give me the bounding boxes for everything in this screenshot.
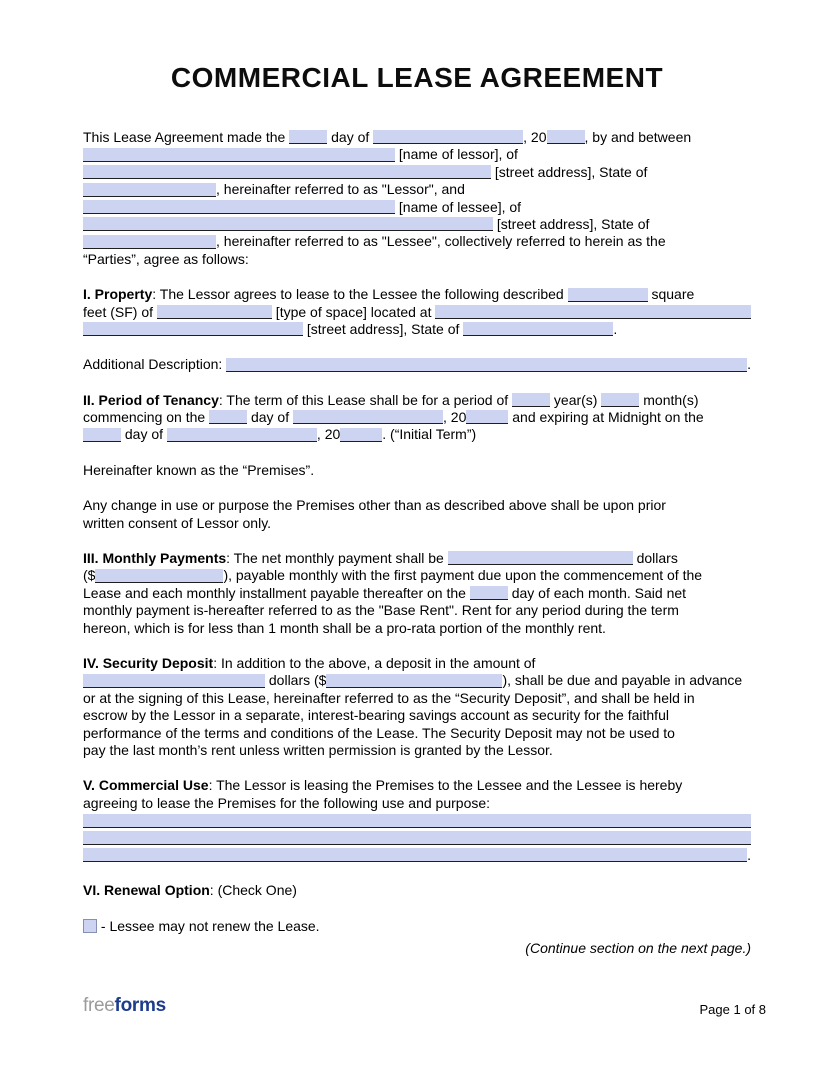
section-heading: II. Period of Tenancy xyxy=(83,391,219,408)
text-line xyxy=(83,620,751,637)
static-text: day of xyxy=(121,426,167,443)
field-use-purpose-line-3[interactable] xyxy=(83,848,747,862)
static-text: month(s) xyxy=(639,391,699,408)
text-line xyxy=(83,882,751,899)
text-line xyxy=(83,672,751,689)
static-text: . xyxy=(747,356,751,373)
text-line xyxy=(83,392,751,409)
static-text: [type of space] located at xyxy=(271,303,436,320)
static-text: : (Check One) xyxy=(209,882,297,899)
static-text: year(s) xyxy=(550,391,602,408)
text-line xyxy=(83,181,751,198)
static-text: . xyxy=(747,846,751,863)
static-text: (Continue section on the next page.) xyxy=(525,940,751,957)
text-line xyxy=(83,795,751,812)
intro-paragraph xyxy=(83,129,751,268)
field-property-address-line-2[interactable] xyxy=(83,322,303,336)
static-text: - Lessee may not renew the Lease. xyxy=(97,917,320,934)
freeforms-logo xyxy=(83,995,166,1017)
static-text: ($ xyxy=(83,567,96,584)
text-line xyxy=(83,812,751,829)
text-line xyxy=(83,777,751,794)
static-text: , 20 xyxy=(443,409,467,426)
logo-text-forms: forms xyxy=(114,995,166,1016)
static-text: [street address], State of xyxy=(303,320,464,337)
text-line xyxy=(83,304,751,321)
field-property-address-line-1[interactable] xyxy=(435,305,751,319)
field-commencement-year[interactable] xyxy=(466,410,508,424)
static-text: “Parties”, agree as follows: xyxy=(83,250,249,267)
static-text: pay the last month’s rent unless written permission is granted by the Lessor. xyxy=(83,741,553,758)
section-monthly-payments xyxy=(83,550,751,637)
field-monthly-rent-words[interactable] xyxy=(448,551,633,565)
text-line xyxy=(83,462,751,479)
text-line xyxy=(83,321,751,338)
section-heading: I. Property xyxy=(83,286,153,303)
static-text: day of xyxy=(247,409,293,426)
static-text: . xyxy=(613,320,618,337)
continue-note xyxy=(83,940,751,957)
field-month[interactable] xyxy=(373,130,523,144)
static-text: day of xyxy=(327,128,374,145)
field-expiration-month[interactable] xyxy=(167,428,317,442)
field-monthly-rent-amount[interactable] xyxy=(95,569,223,583)
static-text: , hereinafter referred to as "Lessee", collectively referred to herein as the xyxy=(216,233,666,250)
static-text: , 20 xyxy=(316,426,341,443)
field-lessee-name[interactable] xyxy=(83,200,395,214)
static-text: hereon, which is for less than 1 month shall be a pro-rata portion of the monthly rent. xyxy=(83,619,606,636)
field-square-feet[interactable] xyxy=(568,288,648,302)
text-line xyxy=(83,707,751,724)
static-text: : The term of this Lease shall be for a period of xyxy=(218,391,513,408)
text-line xyxy=(83,426,751,443)
page-footer xyxy=(83,995,766,1017)
static-text: or at the signing of this Lease, hereinafter referred to as the “Security Deposit”, and shall be held in xyxy=(83,689,695,706)
use-change-note xyxy=(83,497,751,532)
static-text: performance of the terms and conditions of the Lease. The Security Deposit may not be used to xyxy=(83,724,675,741)
field-security-deposit-words[interactable] xyxy=(83,674,265,688)
text-line xyxy=(83,918,751,935)
text-line xyxy=(83,567,751,584)
field-rent-due-day[interactable] xyxy=(470,586,508,600)
static-text: , 20 xyxy=(523,128,547,145)
static-text: and expiring at Midnight on the xyxy=(508,409,704,426)
field-expiration-year[interactable] xyxy=(340,428,382,442)
static-text: dollars ($ xyxy=(265,672,327,689)
field-expiration-day[interactable] xyxy=(83,428,121,442)
section-security-deposit xyxy=(83,655,751,759)
section-heading: IV. Security Deposit xyxy=(83,654,214,671)
section-heading: VI. Renewal Option xyxy=(83,882,210,899)
static-text: day of each month. Said net xyxy=(507,584,687,601)
text-line xyxy=(83,550,751,567)
static-text: ), payable monthly with the first payment due upon the commencement of the xyxy=(223,567,703,584)
field-additional-description[interactable] xyxy=(226,358,747,372)
field-lessor-street-address[interactable] xyxy=(83,165,491,179)
field-use-purpose-line-2[interactable] xyxy=(83,831,751,845)
field-lessee-state[interactable] xyxy=(83,235,216,249)
field-type-of-space[interactable] xyxy=(157,305,272,319)
text-line xyxy=(83,847,751,864)
static-text: [street address], State of xyxy=(491,163,648,180)
section-heading: III. Monthly Payments xyxy=(83,550,227,567)
static-text: dollars xyxy=(632,550,678,567)
field-term-years[interactable] xyxy=(512,393,550,407)
static-text: , by and between xyxy=(584,128,692,145)
text-line xyxy=(83,725,751,742)
text-line xyxy=(83,409,751,426)
additional-description xyxy=(83,356,751,373)
static-text: Additional Description: xyxy=(83,356,227,373)
static-text: commencing on the xyxy=(83,409,210,426)
text-line xyxy=(83,164,751,181)
field-lessee-street-address[interactable] xyxy=(83,217,493,231)
document-title: COMMERCIAL LEASE AGREEMENT xyxy=(170,62,664,93)
static-text: : In addition to the above, a deposit in the amount of xyxy=(213,654,536,671)
text-line xyxy=(83,655,751,672)
static-text: Any change in use or purpose the Premises other than as described above shall be upon prior xyxy=(83,497,666,514)
text-line xyxy=(83,940,751,957)
static-text: This Lease Agreement made the xyxy=(83,128,290,145)
text-line xyxy=(83,129,751,146)
static-text: monthly payment is-hereafter referred to as the "Base Rent". Rent for any period during the term xyxy=(83,602,679,619)
section-heading: V. Commercial Use xyxy=(83,777,209,794)
section-commercial-use xyxy=(83,777,751,864)
text-line xyxy=(83,602,751,619)
section-property xyxy=(83,286,751,338)
renewal-no-renew-option xyxy=(83,918,751,935)
logo-text-free: free xyxy=(83,995,115,1016)
static-text: [name of lessor], of xyxy=(395,146,518,163)
field-year[interactable] xyxy=(547,130,585,144)
premises-note xyxy=(83,462,751,479)
text-line xyxy=(83,146,751,163)
section-period-of-tenancy xyxy=(83,392,751,444)
static-text: written consent of Lessor only. xyxy=(83,514,272,531)
field-lessor-state[interactable] xyxy=(83,183,216,197)
text-line xyxy=(83,515,751,532)
field-lessor-name[interactable] xyxy=(83,148,395,162)
static-text: square xyxy=(647,286,695,303)
text-line xyxy=(83,251,751,268)
text-line xyxy=(83,233,751,250)
field-day[interactable] xyxy=(289,130,327,144)
static-text: [name of lessee], of xyxy=(395,198,522,215)
field-commencement-month[interactable] xyxy=(293,410,443,424)
static-text: agreeing to lease the Premises for the following use and purpose: xyxy=(83,794,491,811)
static-text: : The Lessor is leasing the Premises to the Lessee and the Lessee is hereby xyxy=(208,777,683,794)
section-renewal-option xyxy=(83,882,751,899)
static-text: . (“Initial Term”) xyxy=(382,426,477,443)
static-text: Lease and each monthly installment payable thereafter on the xyxy=(83,584,470,601)
field-property-state[interactable] xyxy=(463,322,613,336)
static-text: Hereinafter known as the “Premises”. xyxy=(83,461,315,478)
static-text: [street address], State of xyxy=(493,215,650,232)
text-line xyxy=(83,830,751,847)
document-body xyxy=(83,129,751,957)
text-line xyxy=(83,742,751,759)
field-term-months[interactable] xyxy=(601,393,639,407)
static-text: feet (SF) of xyxy=(83,303,157,320)
static-text: : The Lessor agrees to lease to the Lessee the following described xyxy=(152,286,568,303)
text-line xyxy=(83,286,751,303)
static-text: , hereinafter referred to as "Lessor", and xyxy=(216,181,465,198)
text-line xyxy=(83,216,751,233)
text-line xyxy=(83,690,751,707)
checkbox-no-renewal[interactable] xyxy=(83,919,97,933)
static-text: ), shall be due and payable in advance xyxy=(502,672,743,689)
text-line xyxy=(83,497,751,514)
text-line xyxy=(83,585,751,602)
field-security-deposit-amount[interactable] xyxy=(326,674,502,688)
text-line xyxy=(83,199,751,216)
static-text: : The net monthly payment shall be xyxy=(226,550,448,567)
field-commencement-day[interactable] xyxy=(209,410,247,424)
text-line xyxy=(83,356,751,373)
field-use-purpose-line-1[interactable] xyxy=(83,814,751,828)
page-number: Page 1 of 8 xyxy=(699,1002,766,1017)
static-text: escrow by the Lessor in a separate, interest-bearing savings account as security for the faithful xyxy=(83,707,669,724)
